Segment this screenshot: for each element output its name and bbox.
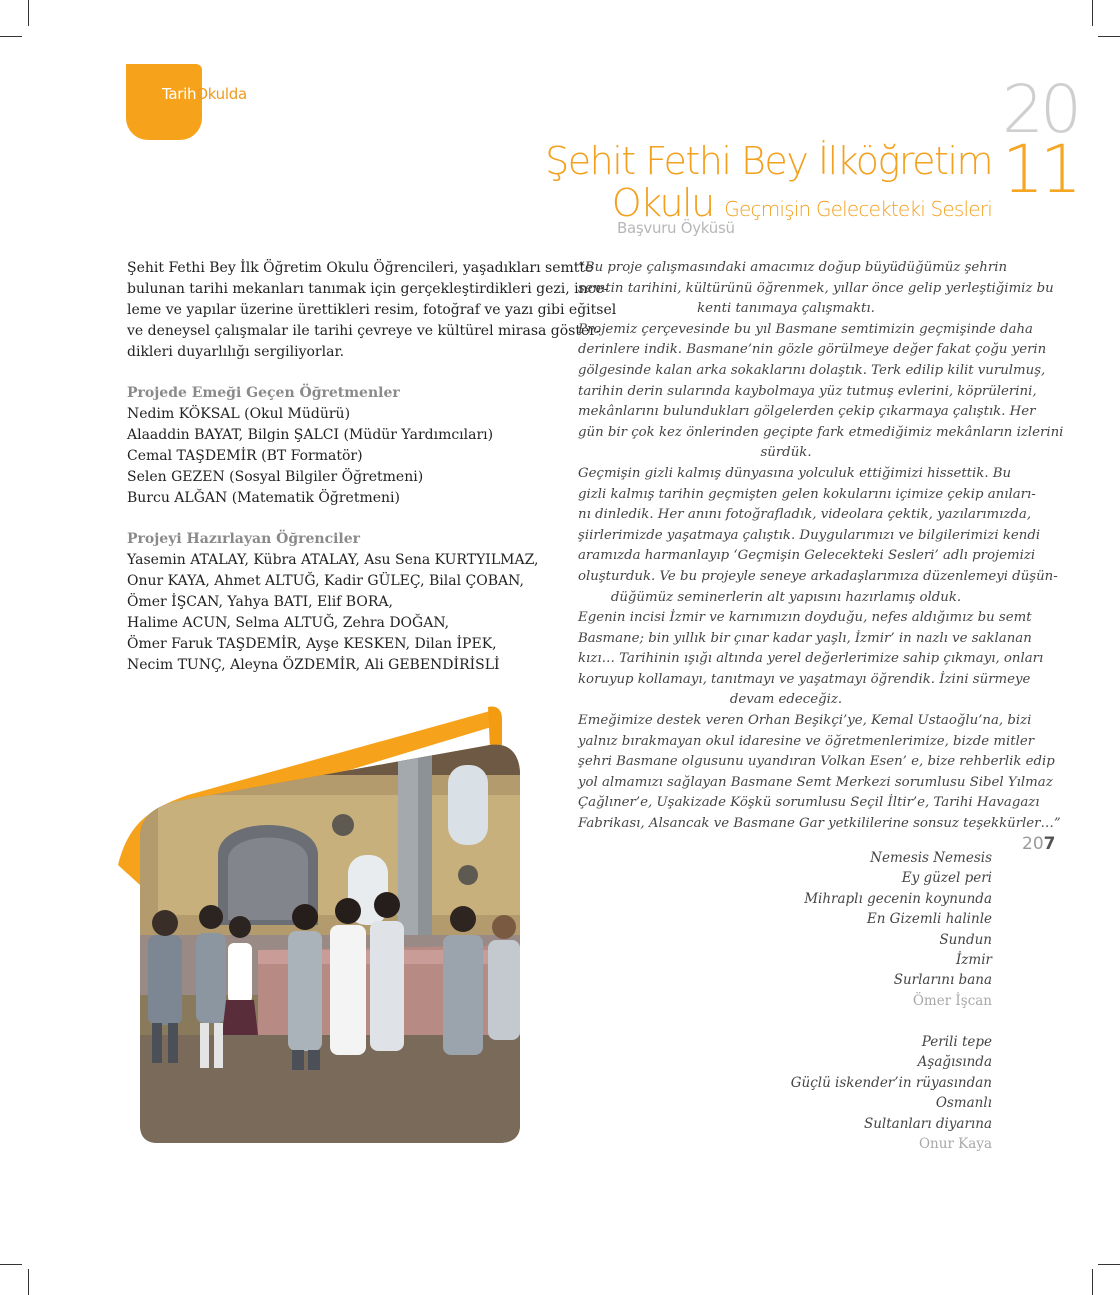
title-school: Okulu: [611, 181, 714, 225]
poem-line: Nemesis Nemesis: [870, 850, 992, 866]
students-heading: Projeyi Hazırlayan Öğrenciler: [127, 531, 361, 547]
story-line: yalnız bırakmayan okul idaresine ve öğretmenlerimize, bizde mitler: [578, 733, 1035, 749]
story-line: Geçmişin gizli kalmış dünyasına yolculuk ettiğimizi hissettik. Bu: [578, 465, 1012, 481]
story-line: Egenin incisi İzmir ve karnımızın doyduğu, nefes aldığımız bu semt: [578, 610, 1032, 626]
intro-paragraph: [127, 258, 617, 363]
poem-line: Perili tepe: [921, 1034, 992, 1050]
story-line: Çağlıner’e, Uşakizade Köşkü sorumlusu Seçil İltir’e, Tarihi Havagazı: [578, 795, 1040, 811]
section-label-word2: Okulda: [196, 85, 247, 103]
crop-mark: [28, 0, 29, 26]
poem-line: Surlarını bana: [893, 972, 992, 989]
story-line: sürdük.: [760, 445, 812, 461]
story-line: Basmane; bin yıllık bir çınar kadar yaşlı, İzmir’ in nazlı ve saklanan: [578, 630, 1032, 646]
teachers-line: Burcu ALĞAN (Matematik Öğretmeni): [127, 490, 400, 506]
orange-swoosh-end: [488, 707, 502, 750]
year-bottom: 11: [1002, 131, 1078, 208]
left-column: [127, 258, 617, 676]
title-subtitle2: Başvuru Öyküsü: [617, 219, 735, 237]
intro-line: dikleri duyarlılığı sergiliyorlar.: [127, 344, 345, 360]
title-line2: [545, 182, 992, 230]
students-in-historic-building-photo: [118, 705, 528, 1145]
intro-line: ve deneysel çalışmalar ile tarihi çevreye ve kültürel mirasa göster-: [127, 323, 601, 339]
story-line: şehri Basmane olgusunu uyandıran Volkan Esen’ e, bize rehberlik edip: [578, 754, 1055, 770]
poem-line: Osmanlı: [935, 1095, 992, 1112]
teachers-line: Cemal TAŞDEMİR (BT Formatör): [127, 448, 363, 464]
title-subtitle: Geçmişin Gelecekteki Sesleri: [724, 197, 992, 221]
poem-line: En Gizemli halinle: [866, 911, 992, 928]
story-line: şiirlerimizde yaşatmaya çalıştık. Duygularımızı ve bilgilerimizi kendi: [578, 527, 1041, 543]
story-line: gizli kalmış tarihin geçmişten gelen kokularını içimize çekip anıları-: [578, 486, 1036, 502]
students-line: Onur KAYA, Ahmet ALTUĞ, Kadir GÜLEÇ, Bilal ÇOBAN,: [127, 573, 524, 589]
students-line: Ömer Faruk TAŞDEMİR, Ayşe KESKEN, Dilan İPEK,: [127, 636, 497, 652]
story-line: kenti tanımaya çalışmaktı.: [697, 301, 875, 317]
students-line: Yasemin ATALAY, Kübra ATALAY, Asu Sena KURTYILMAZ,: [127, 552, 539, 568]
story-line: oluşturduk. Ve bu projeyle seneye arkadaşlarımıza düzenlemeyi düşün-: [578, 568, 1058, 584]
story-line: Emeğimize destek veren Orhan Beşikçi’ye, Kemal Ustaoğlu’na, bizi: [578, 713, 1032, 729]
poem-line: Mihraplı gecenin koynunda: [804, 890, 992, 907]
page-number: [1022, 834, 1055, 854]
poem-line: Sundun: [939, 931, 992, 948]
students-line: Necim TUNÇ, Aleyna ÖZDEMİR, Ali GEBENDİRİSLİ: [127, 657, 500, 673]
story-line: mekânlarını bulundukları gölgelerden çekip çıkarmaya çalıştık. Her: [578, 404, 1036, 420]
poem-author: Ömer İşcan: [912, 992, 992, 1009]
teachers-line: Nedim KÖKSAL (Okul Müdürü): [127, 406, 351, 422]
project-story: [578, 258, 1064, 835]
crop-mark: [1098, 36, 1120, 37]
story-line: Projemiz çerçevesinde bu yıl Basmane semtimizin geçmişinde daha: [578, 321, 1033, 337]
story-line: düğümüz seminerlerin alt yapısını hazırlamış olduk.: [610, 589, 962, 605]
story-line: derinlere indik. Basmane’nin gözle görülmeye değer fakat çoğu yerin: [578, 342, 1047, 358]
story-line: aramızda harmanlayıp ‘Geçmişin Gelecekteki Sesleri’ adlı projemizi: [578, 548, 1036, 564]
teachers-list: [127, 404, 547, 509]
teachers-line: Selen GEZEN (Sosyal Bilgiler Öğretmeni): [127, 469, 424, 485]
crop-mark: [28, 1269, 29, 1295]
poem-line: İzmir: [955, 952, 992, 969]
intro-line: leme ve yapılar üzerine ürettikleri resim, fotoğraf ve yazı gibi eğitsel: [127, 302, 617, 318]
students-photo: [118, 705, 528, 1145]
section-label: [162, 85, 247, 103]
teachers-line: Alaaddin BAYAT, Bilgin ŞALCI (Müdür Yardımcıları): [127, 427, 494, 443]
story-line: “Bu proje çalışmasındaki amacımız doğup büyüdüğümüz şehrin: [578, 260, 1008, 275]
poem-line: Ey güzel peri: [901, 870, 992, 887]
story-line: gün bir çok kez önlerinden geçipte fark etmediğimiz mekânların izlerini: [578, 424, 1064, 440]
year-top: 20: [1002, 71, 1078, 148]
story-line: devam edeceğiz.: [729, 692, 843, 708]
story-line: gölgesinde kalan arka sokaklarını dolaştık. Terk edilip kilit vurulmuş,: [578, 362, 1046, 378]
poem-line: Sultanları diyarına: [863, 1115, 992, 1132]
story-line: kızı… Tarihinin ışığı altında yerel değerlerimize sahip çıkmayı, onları: [578, 651, 1044, 667]
crop-mark: [1098, 1264, 1120, 1265]
crop-mark: [0, 36, 22, 37]
students-line: Halime ACUN, Selma ALTUĞ, Zehra DOĞAN,: [127, 615, 450, 631]
section-label-word1: Tarih: [162, 85, 197, 103]
story-line: Fabrikası, Alsancak ve Basmane Gar yetkililerine sonsuz teşekkürler…”: [578, 816, 1061, 832]
poem-author: Onur Kaya: [918, 1136, 992, 1153]
year-display: [1002, 71, 1078, 208]
poem-line: Güçlü iskender’in rüyasından: [790, 1074, 992, 1091]
students-line: Ömer İŞCAN, Yahya BATI, Elif BORA,: [127, 594, 393, 610]
page-number-last: 7: [1043, 834, 1056, 854]
story-line: semtin tarihini, kültürünü öğrenmek, yıllar önce gelip yerleştiğimiz bu: [578, 280, 1054, 296]
poem-1: [804, 848, 992, 1011]
story-line: yol almamızı sağlayan Basmane Semt Merkezi sorumlusu Sibel Yılmaz: [578, 774, 1053, 790]
story-line: tarihin derin sularında kaybolmaya yüz tutmuş evlerini, köprülerini,: [578, 383, 1037, 399]
students-list: [127, 550, 547, 676]
crop-mark: [1092, 0, 1093, 26]
story-line: koruyup kollamayı, tanıtmayı ve yaşatmayı öğrendik. İzini sürmeye: [578, 671, 1031, 687]
teachers-heading: Projede Emeği Geçen Öğretmenler: [127, 385, 400, 401]
page-number-prefix: 20: [1022, 834, 1044, 854]
crop-mark: [1092, 1269, 1093, 1295]
intro-line: Şehit Fethi Bey İlk Öğretim Okulu Öğrencileri, yaşadıkları semtte: [127, 260, 594, 276]
title-line1: Şehit Fethi Bey İlköğretim: [545, 139, 992, 183]
intro-line: bulunan tarihi mekanları tanımak için gerçekleştirdikleri gezi, ince-: [127, 281, 609, 297]
poem-2: [791, 1032, 992, 1154]
story-line: nı dinledik. Her anını fotoğrafladık, videolara çektik, yazılarımızda,: [578, 507, 1032, 523]
article-title: [545, 140, 992, 230]
poem-line: Aşağısında: [917, 1054, 992, 1071]
crop-mark: [0, 1264, 22, 1265]
